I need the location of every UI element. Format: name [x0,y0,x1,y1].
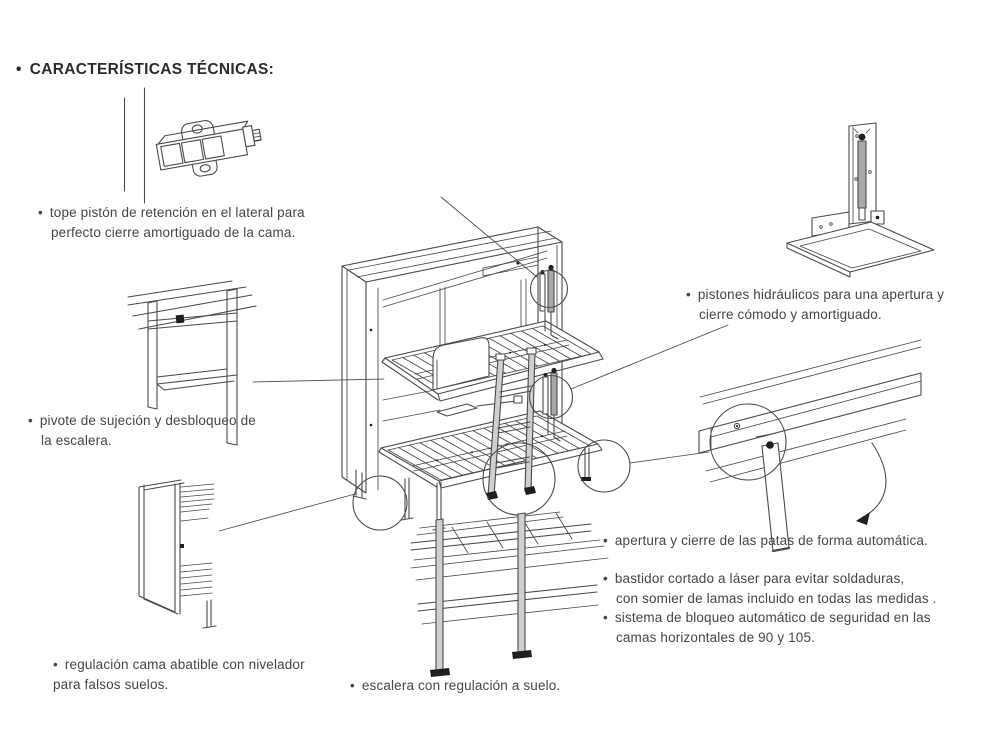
note-line [53,675,305,695]
note-hydraulic-pistons [686,285,944,325]
bullet-icon: • [350,678,355,693]
note-text: camas horizontales de 90 y 105. [616,630,816,645]
figure-piston-bracket-drawing [787,123,934,277]
page-title [16,61,274,79]
note-text: cierre cómodo y amortiguado. [699,307,882,322]
note-laser-frame [603,569,937,609]
bullet-icon: • [28,413,33,428]
figure-piston-stop-drawing [125,88,266,203]
figure-cabinet-bunk-drawing [342,227,630,530]
note-text: perfecto cierre amortiguado de la cama. [51,225,296,240]
note-text: sistema de bloqueo automático de seguridad en las [614,610,931,625]
note-line [616,589,937,609]
bullet-icon: • [686,287,691,302]
note-line [41,431,256,451]
note-text: pistones hidráulicos para una apertura y [697,287,945,302]
note-piston-stop [38,203,305,243]
note-line [603,531,928,551]
detail-circle-leg [578,440,630,492]
page-title-text: CARACTERÍSTICAS TÉCNICAS: [29,61,275,78]
note-line [686,285,944,305]
note-line [603,569,937,589]
bullet-icon: • [603,610,608,625]
note-line [53,655,305,675]
note-line [616,628,931,648]
note-text: pivote de sujeción y desbloqueo de [39,413,256,428]
note-text: la escalera. [41,433,112,448]
note-line [38,203,305,223]
figure-ladder-detail-drawing [411,512,608,677]
note-ladder-pivot [28,411,256,451]
note-text: bastidor cortado a láser para evitar soldaduras, [614,571,905,586]
figure-auto-leg-drawing [699,340,921,551]
note-line [350,676,560,696]
bullet-icon: • [38,205,43,220]
note-text: apertura y cierre de las patas de forma automática. [614,533,928,548]
note-text: regulación cama abatible con nivelador [64,657,305,672]
title-bullet: • [16,61,22,78]
note-line [51,223,305,243]
note-auto-lock [603,608,931,648]
note-auto-legs [603,531,928,551]
bullet-icon: • [53,657,58,672]
detail-circle-leveler [353,476,407,530]
note-bed-leveler [53,655,305,695]
note-text: escalera con regulación a suelo. [361,678,561,693]
note-line [603,608,931,628]
note-line [699,305,944,325]
note-text: tope pistón de retención en el lateral para [49,205,305,220]
note-ladder-floor [350,676,560,696]
rotation-arrow [862,443,886,518]
note-line [28,411,256,431]
bullet-icon: • [603,571,608,586]
note-text: para falsos suelos. [53,677,169,692]
upper-bed-drawing [382,321,603,401]
bullet-icon: • [603,533,608,548]
note-text: con somier de lamas incluido en todas las medidas . [616,591,937,606]
figure-bed-leveler-drawing [139,480,216,628]
